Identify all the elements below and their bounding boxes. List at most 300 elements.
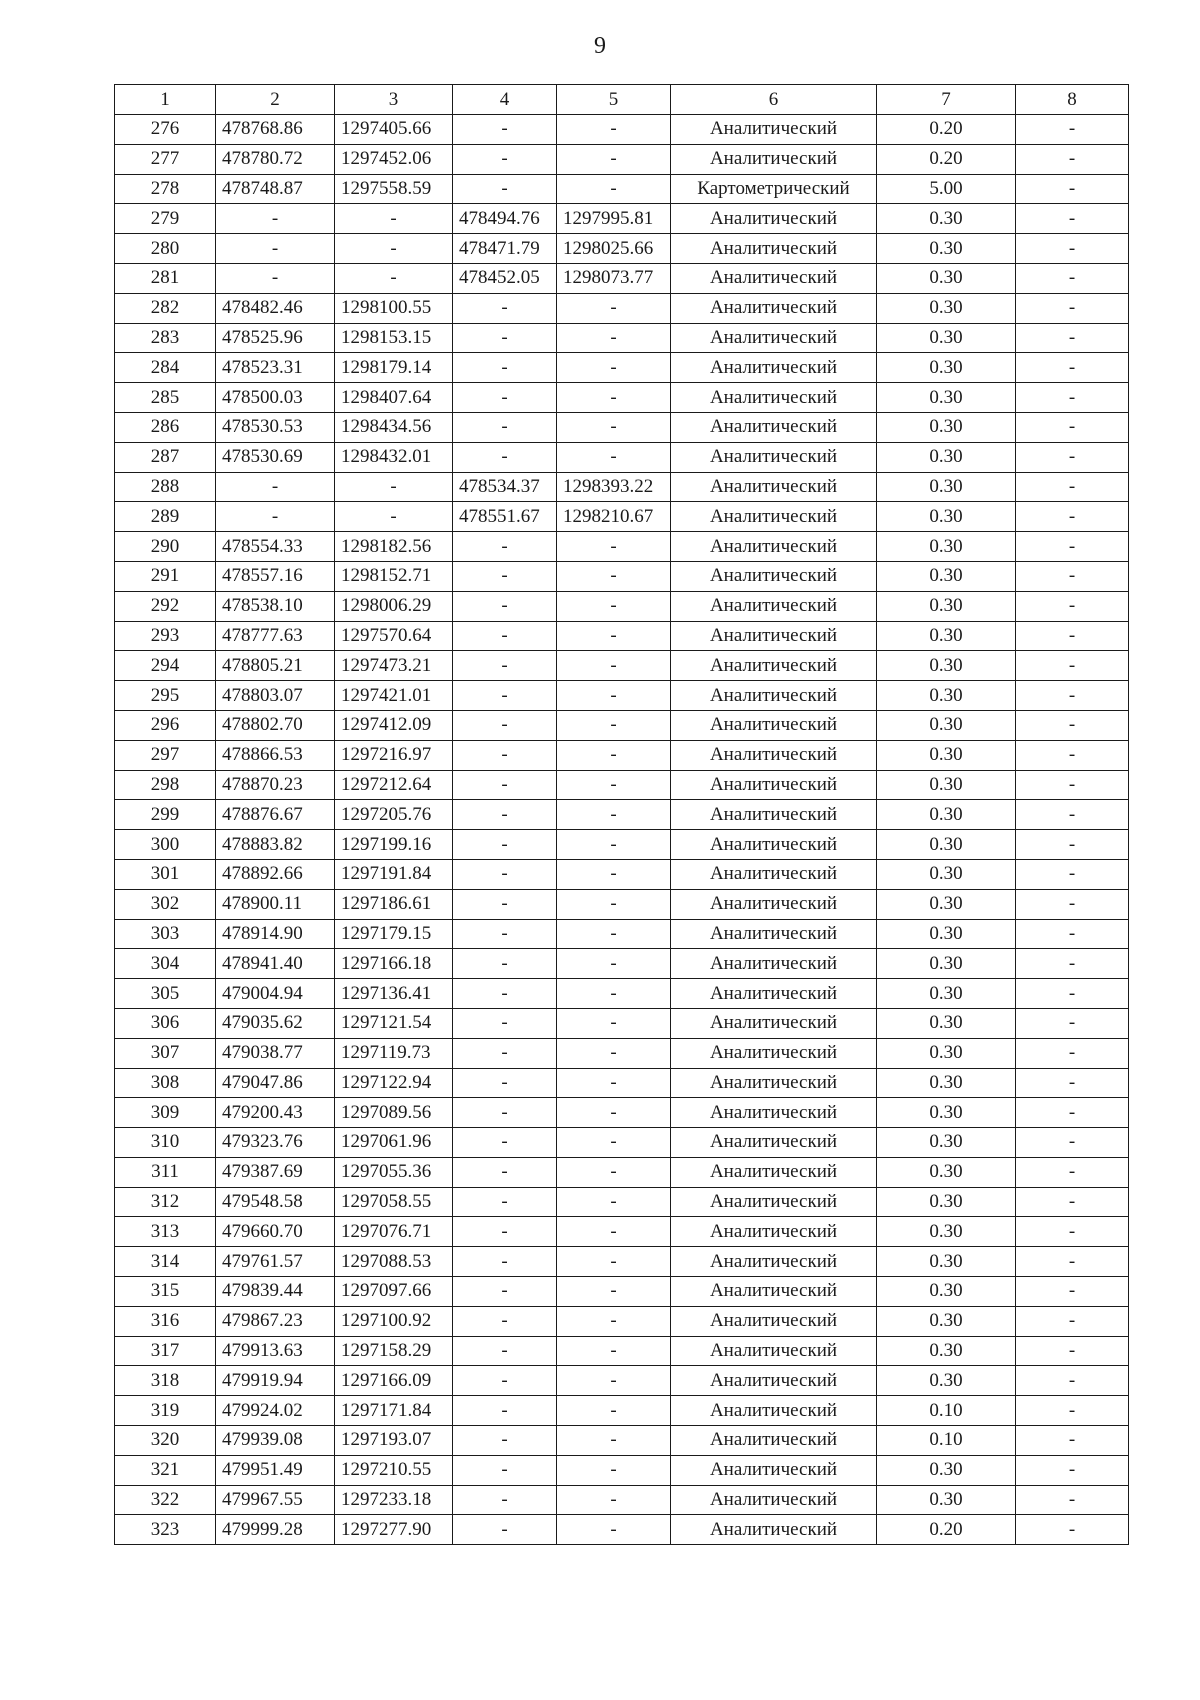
accuracy-cell: 0.30 [877, 1455, 1016, 1485]
y-existing-cell: 1297421.01 [335, 681, 453, 711]
y-existing-cell: 1297191.84 [335, 859, 453, 889]
method-cell: Аналитический [671, 889, 877, 919]
y-existing-cell: - [335, 472, 453, 502]
method-cell: Аналитический [671, 1306, 877, 1336]
table-row [115, 532, 1129, 562]
y-existing-cell: - [335, 263, 453, 293]
x-existing-cell: - [216, 204, 335, 234]
accuracy-cell: 0.30 [877, 234, 1016, 264]
method-cell: Аналитический [671, 800, 877, 830]
point-number-cell: 308 [115, 1068, 216, 1098]
table-row [115, 770, 1129, 800]
method-cell: Аналитический [671, 1455, 877, 1485]
x-existing-cell: 478900.11 [216, 889, 335, 919]
point-number-cell: 314 [115, 1247, 216, 1277]
y-new-cell: - [557, 1455, 671, 1485]
table-row [115, 1187, 1129, 1217]
x-new-cell: 478471.79 [453, 234, 557, 264]
y-existing-cell: 1297233.18 [335, 1485, 453, 1515]
x-new-cell: - [453, 293, 557, 323]
y-new-cell: - [557, 561, 671, 591]
x-existing-cell: 478530.69 [216, 442, 335, 472]
note-cell: - [1016, 979, 1129, 1009]
note-cell: - [1016, 1008, 1129, 1038]
y-new-cell: - [557, 979, 671, 1009]
point-number-cell: 323 [115, 1515, 216, 1545]
y-new-cell: - [557, 949, 671, 979]
x-existing-cell: 478554.33 [216, 532, 335, 562]
method-cell: Аналитический [671, 830, 877, 860]
x-existing-cell: 479548.58 [216, 1187, 335, 1217]
table-row [115, 1515, 1129, 1545]
x-existing-cell: 478805.21 [216, 651, 335, 681]
x-existing-cell: 478748.87 [216, 174, 335, 204]
x-new-cell: - [453, 591, 557, 621]
note-cell: - [1016, 1098, 1129, 1128]
table-row [115, 353, 1129, 383]
note-cell: - [1016, 1128, 1129, 1158]
note-cell: - [1016, 472, 1129, 502]
x-existing-cell: 479387.69 [216, 1157, 335, 1187]
note-cell: - [1016, 1157, 1129, 1187]
y-new-cell: - [557, 1068, 671, 1098]
table-row [115, 919, 1129, 949]
accuracy-cell: 0.30 [877, 383, 1016, 413]
method-cell: Аналитический [671, 919, 877, 949]
note-cell: - [1016, 383, 1129, 413]
x-new-cell: 478452.05 [453, 263, 557, 293]
table-row [115, 710, 1129, 740]
note-cell: - [1016, 830, 1129, 860]
y-existing-cell: 1298432.01 [335, 442, 453, 472]
accuracy-cell: 0.30 [877, 323, 1016, 353]
note-cell: - [1016, 1485, 1129, 1515]
note-cell: - [1016, 204, 1129, 234]
y-existing-cell: 1298182.56 [335, 532, 453, 562]
y-existing-cell: - [335, 502, 453, 532]
method-cell: Аналитический [671, 1128, 877, 1158]
x-new-cell: - [453, 979, 557, 1009]
table-row [115, 1157, 1129, 1187]
point-number-cell: 309 [115, 1098, 216, 1128]
x-existing-cell: 479867.23 [216, 1306, 335, 1336]
y-new-cell: - [557, 1187, 671, 1217]
table-row [115, 800, 1129, 830]
note-cell: - [1016, 1068, 1129, 1098]
x-existing-cell: 479004.94 [216, 979, 335, 1009]
point-number-cell: 312 [115, 1187, 216, 1217]
accuracy-cell: 0.10 [877, 1396, 1016, 1426]
point-number-cell: 321 [115, 1455, 216, 1485]
column-header: 8 [1016, 85, 1129, 115]
accuracy-cell: 0.30 [877, 263, 1016, 293]
x-existing-cell: 478557.16 [216, 561, 335, 591]
y-new-cell: - [557, 383, 671, 413]
table-row [115, 144, 1129, 174]
x-new-cell: - [453, 800, 557, 830]
y-existing-cell: - [335, 204, 453, 234]
y-new-cell: - [557, 800, 671, 830]
y-existing-cell: 1297166.09 [335, 1366, 453, 1396]
note-cell: - [1016, 1515, 1129, 1545]
point-number-cell: 281 [115, 263, 216, 293]
y-new-cell: - [557, 1247, 671, 1277]
point-number-cell: 290 [115, 532, 216, 562]
x-existing-cell: 479839.44 [216, 1277, 335, 1307]
page-number: 9 [594, 33, 606, 59]
point-number-cell: 307 [115, 1038, 216, 1068]
x-new-cell: - [453, 949, 557, 979]
y-new-cell: - [557, 353, 671, 383]
method-cell: Аналитический [671, 1277, 877, 1307]
table-row [115, 1306, 1129, 1336]
y-new-cell: - [557, 144, 671, 174]
point-number-cell: 287 [115, 442, 216, 472]
point-number-cell: 306 [115, 1008, 216, 1038]
table-body [115, 115, 1129, 1545]
point-number-cell: 296 [115, 710, 216, 740]
note-cell: - [1016, 710, 1129, 740]
y-existing-cell: 1297061.96 [335, 1128, 453, 1158]
x-existing-cell: 478802.70 [216, 710, 335, 740]
table-row [115, 681, 1129, 711]
note-cell: - [1016, 591, 1129, 621]
method-cell: Аналитический [671, 293, 877, 323]
accuracy-cell: 0.30 [877, 830, 1016, 860]
accuracy-cell: 0.30 [877, 472, 1016, 502]
y-existing-cell: 1297558.59 [335, 174, 453, 204]
x-new-cell: - [453, 740, 557, 770]
method-cell: Аналитический [671, 621, 877, 651]
y-existing-cell: 1297089.56 [335, 1098, 453, 1128]
x-existing-cell: - [216, 472, 335, 502]
y-new-cell: - [557, 532, 671, 562]
x-new-cell: - [453, 651, 557, 681]
table-row [115, 1396, 1129, 1426]
method-cell: Аналитический [671, 651, 877, 681]
point-number-cell: 277 [115, 144, 216, 174]
y-existing-cell: 1298100.55 [335, 293, 453, 323]
accuracy-cell: 0.30 [877, 710, 1016, 740]
coordinates-table [114, 84, 1129, 1545]
point-number-cell: 299 [115, 800, 216, 830]
table-row [115, 323, 1129, 353]
note-cell: - [1016, 949, 1129, 979]
point-number-cell: 300 [115, 830, 216, 860]
table-row [115, 1128, 1129, 1158]
y-existing-cell: 1298179.14 [335, 353, 453, 383]
table-header [115, 85, 1129, 115]
method-cell: Аналитический [671, 1157, 877, 1187]
y-existing-cell: 1297205.76 [335, 800, 453, 830]
x-new-cell: 478551.67 [453, 502, 557, 532]
x-existing-cell: 478777.63 [216, 621, 335, 651]
y-new-cell: - [557, 591, 671, 621]
y-existing-cell: 1297058.55 [335, 1187, 453, 1217]
table-row [115, 442, 1129, 472]
x-new-cell: - [453, 1217, 557, 1247]
table-row [115, 1098, 1129, 1128]
table-row [115, 949, 1129, 979]
method-cell: Аналитический [671, 1187, 877, 1217]
y-new-cell: 1298210.67 [557, 502, 671, 532]
table-row [115, 591, 1129, 621]
accuracy-cell: 0.30 [877, 949, 1016, 979]
accuracy-cell: 0.30 [877, 919, 1016, 949]
table-row [115, 383, 1129, 413]
point-number-cell: 276 [115, 115, 216, 145]
method-cell: Аналитический [671, 1485, 877, 1515]
method-cell: Аналитический [671, 323, 877, 353]
y-new-cell: - [557, 651, 671, 681]
point-number-cell: 280 [115, 234, 216, 264]
point-number-cell: 297 [115, 740, 216, 770]
x-new-cell: - [453, 1306, 557, 1336]
note-cell: - [1016, 651, 1129, 681]
point-number-cell: 293 [115, 621, 216, 651]
x-existing-cell: 478883.82 [216, 830, 335, 860]
accuracy-cell: 0.30 [877, 1306, 1016, 1336]
point-number-cell: 316 [115, 1306, 216, 1336]
method-cell: Аналитический [671, 234, 877, 264]
table-row [115, 1366, 1129, 1396]
y-new-cell: 1298025.66 [557, 234, 671, 264]
table-row [115, 263, 1129, 293]
y-new-cell: - [557, 1336, 671, 1366]
y-new-cell: 1298073.77 [557, 263, 671, 293]
x-existing-cell: 478892.66 [216, 859, 335, 889]
x-existing-cell: 479999.28 [216, 1515, 335, 1545]
point-number-cell: 322 [115, 1485, 216, 1515]
accuracy-cell: 0.30 [877, 1217, 1016, 1247]
note-cell: - [1016, 532, 1129, 562]
accuracy-cell: 0.30 [877, 1485, 1016, 1515]
y-new-cell: - [557, 621, 671, 651]
x-new-cell: - [453, 174, 557, 204]
point-number-cell: 301 [115, 859, 216, 889]
y-existing-cell: 1297412.09 [335, 710, 453, 740]
accuracy-cell: 0.30 [877, 770, 1016, 800]
method-cell: Аналитический [671, 740, 877, 770]
method-cell: Аналитический [671, 1366, 877, 1396]
y-new-cell: - [557, 830, 671, 860]
y-new-cell: - [557, 1038, 671, 1068]
column-header: 3 [335, 85, 453, 115]
table-row [115, 502, 1129, 532]
y-existing-cell: 1297076.71 [335, 1217, 453, 1247]
point-number-cell: 284 [115, 353, 216, 383]
method-cell: Аналитический [671, 115, 877, 145]
y-new-cell: - [557, 323, 671, 353]
x-existing-cell: 479047.86 [216, 1068, 335, 1098]
point-number-cell: 291 [115, 561, 216, 591]
y-new-cell: - [557, 889, 671, 919]
point-number-cell: 294 [115, 651, 216, 681]
accuracy-cell: 0.30 [877, 293, 1016, 323]
method-cell: Аналитический [671, 1068, 877, 1098]
note-cell: - [1016, 144, 1129, 174]
x-new-cell: - [453, 1455, 557, 1485]
y-new-cell: - [557, 1426, 671, 1456]
note-cell: - [1016, 859, 1129, 889]
x-existing-cell: 479035.62 [216, 1008, 335, 1038]
x-new-cell: - [453, 889, 557, 919]
note-cell: - [1016, 502, 1129, 532]
note-cell: - [1016, 770, 1129, 800]
y-new-cell: - [557, 710, 671, 740]
note-cell: - [1016, 1455, 1129, 1485]
note-cell: - [1016, 115, 1129, 145]
method-cell: Аналитический [671, 502, 877, 532]
y-existing-cell: 1297405.66 [335, 115, 453, 145]
x-existing-cell: - [216, 263, 335, 293]
table-row [115, 412, 1129, 442]
x-new-cell: - [453, 1038, 557, 1068]
column-header: 7 [877, 85, 1016, 115]
x-new-cell: - [453, 1068, 557, 1098]
point-number-cell: 313 [115, 1217, 216, 1247]
y-existing-cell: 1297277.90 [335, 1515, 453, 1545]
y-existing-cell: 1297122.94 [335, 1068, 453, 1098]
note-cell: - [1016, 1336, 1129, 1366]
table-row [115, 204, 1129, 234]
y-existing-cell: 1297473.21 [335, 651, 453, 681]
point-number-cell: 289 [115, 502, 216, 532]
y-existing-cell: 1297216.97 [335, 740, 453, 770]
accuracy-cell: 0.30 [877, 1247, 1016, 1277]
table-row [115, 1068, 1129, 1098]
y-existing-cell: 1298434.56 [335, 412, 453, 442]
note-cell: - [1016, 1247, 1129, 1277]
accuracy-cell: 0.20 [877, 115, 1016, 145]
x-new-cell: - [453, 919, 557, 949]
x-new-cell: - [453, 1336, 557, 1366]
table-row [115, 234, 1129, 264]
method-cell: Аналитический [671, 1515, 877, 1545]
y-existing-cell: 1298407.64 [335, 383, 453, 413]
y-existing-cell: 1297452.06 [335, 144, 453, 174]
point-number-cell: 288 [115, 472, 216, 502]
y-existing-cell: 1297171.84 [335, 1396, 453, 1426]
y-existing-cell: 1297166.18 [335, 949, 453, 979]
note-cell: - [1016, 263, 1129, 293]
table-row [115, 740, 1129, 770]
x-existing-cell: 479761.57 [216, 1247, 335, 1277]
note-cell: - [1016, 919, 1129, 949]
accuracy-cell: 0.30 [877, 591, 1016, 621]
x-new-cell: - [453, 1277, 557, 1307]
x-new-cell: - [453, 1485, 557, 1515]
y-new-cell: - [557, 681, 671, 711]
point-number-cell: 302 [115, 889, 216, 919]
note-cell: - [1016, 681, 1129, 711]
x-existing-cell: 478866.53 [216, 740, 335, 770]
point-number-cell: 298 [115, 770, 216, 800]
note-cell: - [1016, 1426, 1129, 1456]
table-row [115, 621, 1129, 651]
y-new-cell: - [557, 740, 671, 770]
x-new-cell: - [453, 1366, 557, 1396]
y-new-cell: - [557, 1157, 671, 1187]
x-new-cell: - [453, 115, 557, 145]
x-existing-cell: 479913.63 [216, 1336, 335, 1366]
x-new-cell: - [453, 323, 557, 353]
accuracy-cell: 0.20 [877, 144, 1016, 174]
column-header: 2 [216, 85, 335, 115]
y-existing-cell: 1297088.53 [335, 1247, 453, 1277]
table-row [115, 1336, 1129, 1366]
x-new-cell: - [453, 532, 557, 562]
method-cell: Аналитический [671, 383, 877, 413]
x-new-cell: - [453, 1098, 557, 1128]
accuracy-cell: 0.30 [877, 651, 1016, 681]
y-new-cell: - [557, 293, 671, 323]
x-existing-cell: 479939.08 [216, 1426, 335, 1456]
accuracy-cell: 0.30 [877, 1098, 1016, 1128]
table-row [115, 115, 1129, 145]
accuracy-cell: 0.30 [877, 442, 1016, 472]
note-cell: - [1016, 621, 1129, 651]
y-existing-cell: 1297119.73 [335, 1038, 453, 1068]
method-cell: Аналитический [671, 561, 877, 591]
method-cell: Аналитический [671, 1098, 877, 1128]
y-existing-cell: 1297055.36 [335, 1157, 453, 1187]
method-cell: Аналитический [671, 144, 877, 174]
y-existing-cell: 1298153.15 [335, 323, 453, 353]
method-cell: Аналитический [671, 1217, 877, 1247]
note-cell: - [1016, 1277, 1129, 1307]
method-cell: Аналитический [671, 591, 877, 621]
method-cell: Аналитический [671, 949, 877, 979]
point-number-cell: 285 [115, 383, 216, 413]
accuracy-cell: 0.30 [877, 204, 1016, 234]
x-new-cell: - [453, 1247, 557, 1277]
y-existing-cell: 1297158.29 [335, 1336, 453, 1366]
method-cell: Аналитический [671, 979, 877, 1009]
accuracy-cell: 0.30 [877, 681, 1016, 711]
accuracy-cell: 0.30 [877, 1157, 1016, 1187]
x-new-cell: 478534.37 [453, 472, 557, 502]
point-number-cell: 317 [115, 1336, 216, 1366]
accuracy-cell: 0.30 [877, 1336, 1016, 1366]
table-row [115, 1038, 1129, 1068]
accuracy-cell: 0.30 [877, 1366, 1016, 1396]
x-existing-cell: 479924.02 [216, 1396, 335, 1426]
x-existing-cell: 479951.49 [216, 1455, 335, 1485]
table-row [115, 293, 1129, 323]
y-existing-cell: 1297212.64 [335, 770, 453, 800]
x-existing-cell: 478482.46 [216, 293, 335, 323]
accuracy-cell: 0.30 [877, 621, 1016, 651]
column-header: 5 [557, 85, 671, 115]
accuracy-cell: 0.30 [877, 889, 1016, 919]
accuracy-cell: 0.30 [877, 1277, 1016, 1307]
x-existing-cell: 478768.86 [216, 115, 335, 145]
y-new-cell: - [557, 442, 671, 472]
method-cell: Аналитический [671, 681, 877, 711]
y-new-cell: - [557, 174, 671, 204]
note-cell: - [1016, 1038, 1129, 1068]
header-row [115, 85, 1129, 115]
point-number-cell: 310 [115, 1128, 216, 1158]
y-existing-cell: 1298006.29 [335, 591, 453, 621]
y-new-cell: - [557, 1396, 671, 1426]
note-cell: - [1016, 412, 1129, 442]
note-cell: - [1016, 1217, 1129, 1247]
x-existing-cell: 478523.31 [216, 353, 335, 383]
point-number-cell: 315 [115, 1277, 216, 1307]
y-new-cell: - [557, 412, 671, 442]
